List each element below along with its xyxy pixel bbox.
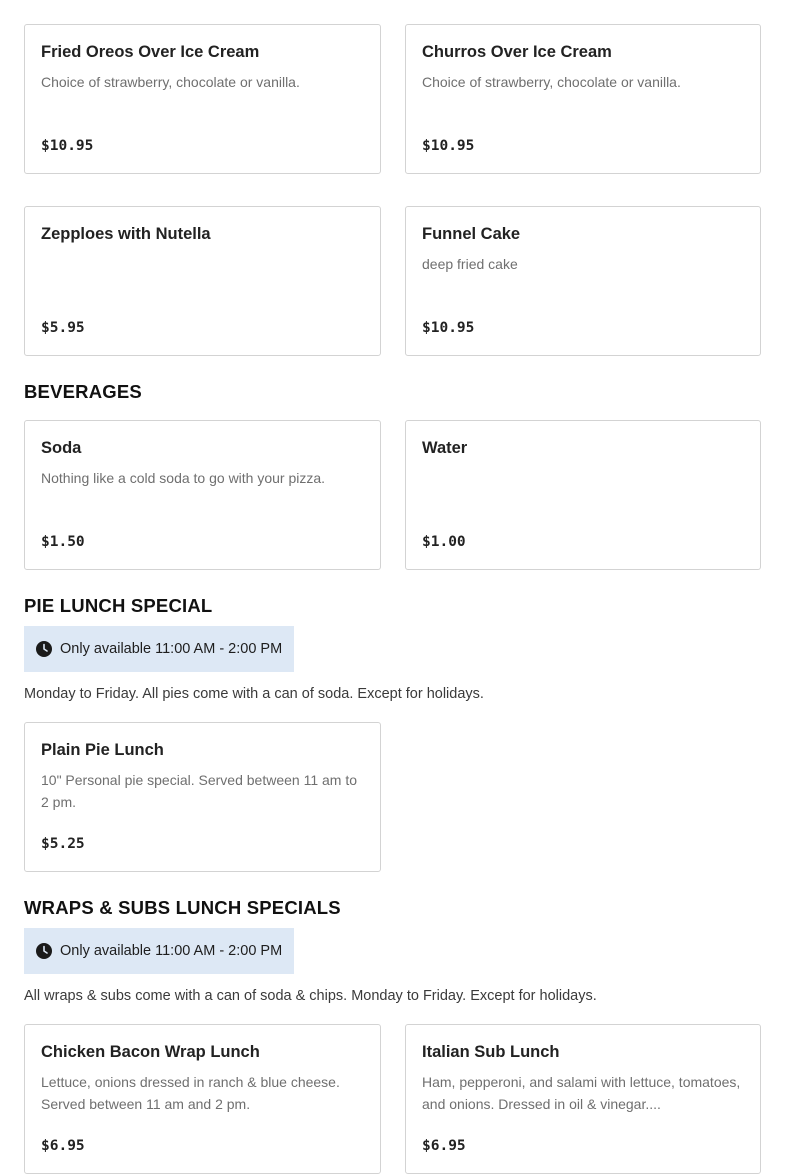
clock-icon [36,641,52,657]
clock-icon [36,943,52,959]
menu-item-name: Chicken Bacon Wrap Lunch [41,1043,260,1061]
section-note: Monday to Friday. All pies come with a can of soda. Except for holidays. [24,686,484,702]
menu-item-price: $6.95 [41,1138,85,1154]
menu-item-card[interactable] [405,1024,761,1174]
menu-item-card[interactable] [24,1024,381,1174]
menu-item-description: Ham, pepperoni, and salami with lettuce, tomatoes, and onions. Dressed in oil & vinegar.... [422,1074,741,1112]
menu-item-name: Funnel Cake [422,225,521,243]
menu-item-price: $10.95 [422,320,475,336]
menu-item-name: Soda [41,439,82,457]
section-title-wraps-subs: WRAPS & SUBS LUNCH SPECIALS [24,897,341,918]
availability-text: Only available 11:00 AM - 2:00 PM [60,641,283,657]
availability-text: Only available 11:00 AM - 2:00 PM [60,943,283,959]
menu-item-price: $6.95 [422,1138,466,1154]
section-title-pie-lunch: PIE LUNCH SPECIAL [24,595,213,616]
menu-item-name: Churros Over Ice Cream [422,43,612,61]
menu-item-price: $10.95 [41,138,94,154]
availability-banner [24,928,294,974]
menu-item-name: Plain Pie Lunch [41,741,164,759]
section-note: All wraps & subs come with a can of soda & chips. Monday to Friday. Except for holidays. [24,988,597,1004]
menu-item-price: $1.50 [41,534,85,550]
menu-item-card[interactable] [24,24,381,174]
menu-item-price: $5.95 [41,320,85,336]
availability-banner [24,626,294,672]
menu-item-description: deep fried cake [422,256,518,272]
menu-item-card[interactable] [405,420,761,570]
menu-item-description: Choice of strawberry, chocolate or vanilla. [41,74,300,90]
menu-item-name: Italian Sub Lunch [422,1043,560,1061]
menu-item-card[interactable] [24,420,381,570]
menu-item-description: Lettuce, onions dressed in ranch & blue cheese. Served between 11 am and 2 pm. [41,1074,340,1112]
menu-item-card[interactable] [24,722,381,872]
menu-item-description: Nothing like a cold soda to go with your pizza. [41,470,326,486]
menu-item-price: $5.25 [41,836,85,852]
menu-item-description: 10" Personal pie special. Served between 11 am to 2 pm. [41,772,358,810]
menu-item-description: Choice of strawberry, chocolate or vanilla. [422,74,681,90]
menu-item-card[interactable] [405,24,761,174]
menu-item-price: $10.95 [422,138,475,154]
section-title-beverages: BEVERAGES [24,381,142,402]
menu-item-card[interactable] [405,206,761,356]
menu-item-name: Zepploes with Nutella [41,225,211,243]
menu-item-price: $1.00 [422,534,466,550]
menu-item-card[interactable] [24,206,381,356]
menu-item-name: Fried Oreos Over Ice Cream [41,43,260,61]
menu-item-name: Water [422,439,468,457]
